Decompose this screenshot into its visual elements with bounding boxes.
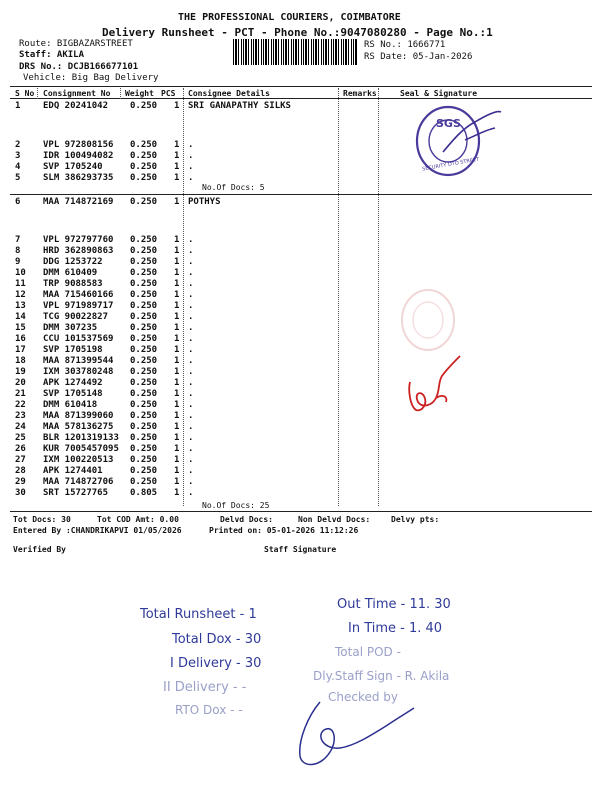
- row-consignee: .: [188, 455, 194, 465]
- hw-dly-staff-sign: Dly.Staff Sign - R. Akila: [313, 669, 450, 683]
- row-serial: 3: [15, 151, 21, 161]
- table-row: [0, 433, 600, 444]
- row-pcs: 1: [174, 378, 180, 388]
- row-pcs: 1: [174, 411, 180, 421]
- red-signature: [402, 350, 466, 420]
- row-serial: 13: [15, 301, 26, 311]
- row-pcs: 1: [174, 197, 180, 207]
- table-row: [0, 466, 600, 477]
- row-consignee: .: [188, 334, 194, 344]
- row-consignment-no: TCG 90022827: [43, 312, 109, 322]
- row-serial: 14: [15, 312, 26, 322]
- row-pcs: 1: [174, 422, 180, 432]
- table-row: [0, 257, 600, 268]
- row-consignee: .: [188, 279, 194, 289]
- row-consignee: .: [188, 140, 194, 150]
- row-consignee: .: [188, 444, 194, 454]
- row-weight: 0.250: [130, 101, 158, 111]
- row-pcs: 1: [174, 488, 180, 498]
- row-serial: 16: [15, 334, 26, 344]
- row-weight: 0.250: [130, 378, 158, 388]
- row-pcs: 1: [174, 466, 180, 476]
- row-pcs: 1: [174, 301, 180, 311]
- row-consignee: .: [188, 411, 194, 421]
- row-weight: 0.250: [130, 477, 158, 487]
- group2-docs-count: No.Of Docs: 25: [202, 501, 270, 510]
- staff: Staff: AKILA: [19, 50, 85, 60]
- row-consignment-no: TRP 9088583: [43, 279, 103, 289]
- row-weight: 0.250: [130, 162, 158, 172]
- row-consignment-no: CCU 101537569: [43, 334, 114, 344]
- row-weight: 0.250: [130, 389, 158, 399]
- delivered-docs: Delvd Docs:: [220, 515, 273, 524]
- staff-signature: Staff Signature: [264, 545, 337, 554]
- row-weight: 0.250: [130, 290, 158, 300]
- table-row: [0, 290, 600, 301]
- row-weight: 0.250: [130, 345, 158, 355]
- group1-rule: [10, 194, 592, 195]
- runsheet-title: Delivery Runsheet - PCT - Phone No.:9047080280 - Page No.:1: [102, 26, 493, 39]
- row-consignee: SRI GANAPATHY SILKS: [188, 101, 291, 111]
- row-consignment-no: VPL 972797760: [43, 235, 114, 245]
- row-consignment-no: SRT 15727765: [43, 488, 109, 498]
- hw-in-time: In Time - 1. 40: [348, 621, 443, 636]
- table-row: [0, 279, 600, 290]
- row-serial: 9: [15, 257, 21, 267]
- row-weight: 0.250: [130, 235, 158, 245]
- row-weight: 0.250: [130, 455, 158, 465]
- row-pcs: 1: [174, 268, 180, 278]
- row-pcs: 1: [174, 173, 180, 183]
- row-consignee: .: [188, 378, 194, 388]
- row-consignee: .: [188, 257, 194, 267]
- row-consignment-no: SVP 1705198: [43, 345, 103, 355]
- row-pcs: 1: [174, 400, 180, 410]
- verified-by: Verified By: [13, 545, 66, 554]
- row-consignee: .: [188, 356, 194, 366]
- non-delivered-docs: Non Delvd Docs:: [298, 515, 371, 524]
- row-weight: 0.250: [130, 173, 158, 183]
- table-row: [0, 400, 600, 411]
- row-consignment-no: MAA 578136275: [43, 422, 114, 432]
- col-seal: Seal & Signature: [400, 89, 478, 98]
- row-serial: 8: [15, 246, 21, 256]
- row-pcs: 1: [174, 389, 180, 399]
- row-pcs: 1: [174, 345, 180, 355]
- row-consignment-no: IXM 100220513: [43, 455, 114, 465]
- col-sno: S No: [15, 89, 35, 98]
- row-consignment-no: MAA 715460166: [43, 290, 114, 300]
- row-consignment-no: IDR 100494082: [43, 151, 114, 161]
- hw-total-runsheet: Total Runsheet - 1: [140, 607, 257, 622]
- table-row: [0, 367, 600, 378]
- row-weight: 0.250: [130, 246, 158, 256]
- row-serial: 1: [15, 101, 21, 111]
- col-pcs: PCS: [161, 89, 176, 98]
- header-top-rule: [10, 86, 592, 87]
- row-serial: 26: [15, 444, 26, 454]
- table-end-rule: [10, 511, 592, 512]
- row-weight: 0.250: [130, 444, 158, 454]
- row-consignee: POTHYS: [188, 197, 221, 207]
- hw-first-delivery: I Delivery - 30: [170, 656, 262, 671]
- row-consignment-no: KUR 7005457095: [43, 444, 119, 454]
- total-cod-amount: Tot COD Amt: 0.00: [97, 515, 179, 524]
- row-consignment-no: EDQ 20241042: [43, 101, 109, 111]
- row-serial: 12: [15, 290, 26, 300]
- row-pcs: 1: [174, 101, 180, 111]
- row-consignee: .: [188, 235, 194, 245]
- row-pcs: 1: [174, 356, 180, 366]
- row-serial: 22: [15, 400, 26, 410]
- table-row: [0, 162, 600, 173]
- row-serial: 15: [15, 323, 26, 333]
- row-pcs: 1: [174, 444, 180, 454]
- row-consignee: .: [188, 151, 194, 161]
- row-consignee: .: [188, 246, 194, 256]
- stamp-bottom-text: SECURITY OTO STREET: [421, 156, 480, 173]
- row-serial: 18: [15, 356, 26, 366]
- row-serial: 30: [15, 488, 26, 498]
- row-serial: 21: [15, 389, 26, 399]
- row-weight: 0.250: [130, 312, 158, 322]
- row-consignee: .: [188, 268, 194, 278]
- row-consignment-no: APK 1274492: [43, 378, 103, 388]
- delivery-points: Delvy pts:: [391, 515, 440, 524]
- company-name: THE PROFESSIONAL COURIERS, COIMBATORE: [178, 12, 401, 23]
- row-pcs: 1: [174, 162, 180, 172]
- row-consignee: .: [188, 367, 194, 377]
- faint-stamp: [398, 285, 458, 355]
- drs-number: DRS No.: DCJB166677101: [19, 62, 139, 72]
- row-consignment-no: APK 1274401: [43, 466, 103, 476]
- table-row: [0, 323, 600, 334]
- row-consignment-no: MAA 714872169: [43, 197, 114, 207]
- row-consignee: .: [188, 477, 194, 487]
- row-consignee: .: [188, 400, 194, 410]
- row-consignment-no: DMM 307235: [43, 323, 98, 333]
- row-serial: 11: [15, 279, 26, 289]
- row-pcs: 1: [174, 235, 180, 245]
- row-serial: 2: [15, 140, 21, 150]
- row-weight: 0.250: [130, 197, 158, 207]
- row-weight: 0.250: [130, 257, 158, 267]
- row-pcs: 1: [174, 323, 180, 333]
- row-consignee: .: [188, 466, 194, 476]
- row-pcs: 1: [174, 290, 180, 300]
- table-row: [0, 389, 600, 400]
- table-row: [0, 151, 600, 162]
- row-serial: 20: [15, 378, 26, 388]
- row-weight: 0.250: [130, 367, 158, 377]
- row-consignment-no: MAA 714872706: [43, 477, 114, 487]
- row-weight: 0.250: [130, 466, 158, 476]
- seal-stamp: [405, 100, 505, 182]
- row-weight: 0.250: [130, 151, 158, 161]
- hw-second-delivery: II Delivery - -: [163, 680, 247, 695]
- table-row: [0, 101, 600, 112]
- checked-by-signature: [290, 690, 420, 775]
- rs-number: RS No.: 1666771: [364, 40, 446, 50]
- row-serial: 5: [15, 173, 21, 183]
- table-row: [0, 378, 600, 389]
- row-consignee: .: [188, 312, 194, 322]
- row-weight: 0.250: [130, 279, 158, 289]
- col-weight: Weight: [125, 89, 154, 98]
- row-consignee: .: [188, 162, 194, 172]
- col-sep: [120, 88, 121, 99]
- stamp-top-text: SGS: [436, 117, 461, 130]
- table-row: [0, 455, 600, 466]
- table-row: [0, 246, 600, 257]
- col-sep: [37, 88, 38, 99]
- row-serial: 23: [15, 411, 26, 421]
- table-row: [0, 345, 600, 356]
- barcode: [233, 39, 358, 65]
- table-row: [0, 197, 600, 208]
- row-pcs: 1: [174, 140, 180, 150]
- table-row: [0, 422, 600, 433]
- row-consignment-no: SLM 386293735: [43, 173, 114, 183]
- row-serial: 4: [15, 162, 21, 172]
- row-weight: 0.250: [130, 422, 158, 432]
- row-consignment-no: MAA 871399060: [43, 411, 114, 421]
- row-weight: 0.250: [130, 334, 158, 344]
- group1-docs-count: No.Of Docs: 5: [202, 183, 265, 192]
- hw-total-pod: Total POD -: [335, 645, 401, 659]
- row-serial: 24: [15, 422, 26, 432]
- row-serial: 6: [15, 197, 21, 207]
- row-pcs: 1: [174, 433, 180, 443]
- total-docs: Tot Docs: 30: [13, 515, 71, 524]
- row-weight: 0.805: [130, 488, 158, 498]
- row-weight: 0.250: [130, 323, 158, 333]
- table-row: [0, 268, 600, 279]
- row-pcs: 1: [174, 312, 180, 322]
- row-consignee: .: [188, 173, 194, 183]
- row-pcs: 1: [174, 151, 180, 161]
- row-consignment-no: BLR 1201319133: [43, 433, 119, 443]
- row-weight: 0.250: [130, 411, 158, 421]
- row-serial: 10: [15, 268, 26, 278]
- table-row: [0, 173, 600, 184]
- row-serial: 27: [15, 455, 26, 465]
- col-consignee: Consignee Details: [188, 89, 270, 98]
- entered-by: Entered By :CHANDRIKAPVI 01/05/2026: [13, 526, 182, 535]
- table-row: [0, 140, 600, 151]
- col-remarks: Remarks: [343, 89, 377, 98]
- row-consignee: .: [188, 422, 194, 432]
- row-consignment-no: VPL 972808156: [43, 140, 114, 150]
- row-serial: 19: [15, 367, 26, 377]
- table-row: [0, 488, 600, 499]
- row-weight: 0.250: [130, 400, 158, 410]
- row-weight: 0.250: [130, 356, 158, 366]
- row-pcs: 1: [174, 367, 180, 377]
- row-consignee: .: [188, 301, 194, 311]
- row-consignment-no: SVP 1705240: [43, 162, 103, 172]
- row-consignment-no: HRD 362890863: [43, 246, 114, 256]
- hw-total-dox: Total Dox - 30: [172, 632, 262, 647]
- row-consignee: .: [188, 488, 194, 498]
- row-consignee: .: [188, 323, 194, 333]
- row-weight: 0.250: [130, 301, 158, 311]
- printed-on: Printed on: 05-01-2026 11:12:26: [209, 526, 359, 535]
- hw-out-time: Out Time - 11. 30: [337, 597, 451, 612]
- row-serial: 28: [15, 466, 26, 476]
- rs-date: RS Date: 05-Jan-2026: [364, 52, 473, 62]
- row-serial: 7: [15, 235, 21, 245]
- col-consignment: Consignment No: [43, 89, 111, 98]
- table-row: [0, 301, 600, 312]
- table-row: [0, 334, 600, 345]
- row-consignment-no: VPL 971989717: [43, 301, 114, 311]
- row-consignee: .: [188, 345, 194, 355]
- table-row: [0, 444, 600, 455]
- table-row: [0, 411, 600, 422]
- row-pcs: 1: [174, 279, 180, 289]
- hw-rto-dox: RTO Dox - -: [175, 703, 243, 717]
- row-consignment-no: DDG 1253722: [43, 257, 103, 267]
- row-consignment-no: IXM 303780248: [43, 367, 114, 377]
- table-row: [0, 356, 600, 367]
- row-consignee: .: [188, 290, 194, 300]
- row-pcs: 1: [174, 477, 180, 487]
- vehicle: Vehicle: Big Bag Delivery: [23, 73, 159, 83]
- table-row: [0, 477, 600, 488]
- row-consignment-no: SVP 1705148: [43, 389, 103, 399]
- row-weight: 0.250: [130, 140, 158, 150]
- row-pcs: 1: [174, 246, 180, 256]
- row-consignment-no: DMM 610418: [43, 400, 98, 410]
- header-bottom-rule: [10, 98, 592, 99]
- hw-checked-by: Checked by: [328, 690, 399, 704]
- row-weight: 0.250: [130, 268, 158, 278]
- table-row: [0, 312, 600, 323]
- row-serial: 29: [15, 477, 26, 487]
- row-consignee: .: [188, 433, 194, 443]
- row-pcs: 1: [174, 334, 180, 344]
- row-consignment-no: MAA 871399544: [43, 356, 114, 366]
- row-serial: 25: [15, 433, 26, 443]
- row-consignment-no: DMM 610409: [43, 268, 98, 278]
- row-weight: 0.250: [130, 433, 158, 443]
- route: Route: BIGBAZARSTREET: [19, 39, 133, 49]
- row-serial: 17: [15, 345, 26, 355]
- table-row: [0, 235, 600, 246]
- row-pcs: 1: [174, 455, 180, 465]
- row-consignee: .: [188, 389, 194, 399]
- row-pcs: 1: [174, 257, 180, 267]
